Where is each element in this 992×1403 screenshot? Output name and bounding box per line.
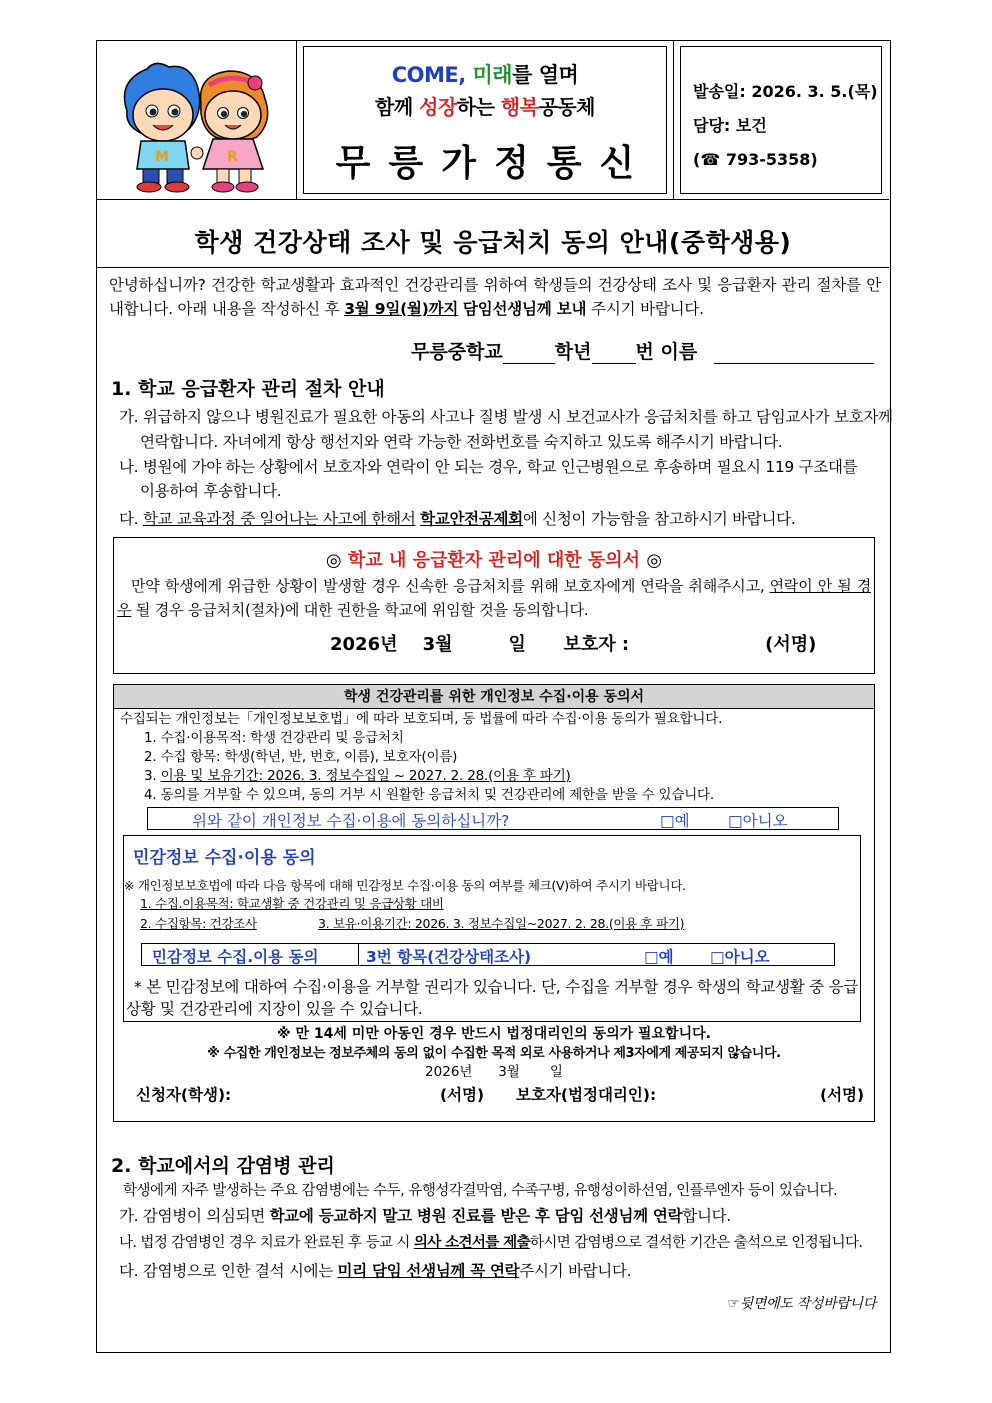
slogan-line-1: COME, 미래를 열며	[391, 63, 579, 87]
privacy-consent-box	[113, 684, 875, 1122]
newsletter-page	[96, 40, 891, 1353]
applicant-signature[interactable]: 신청자(학생):	[136, 1086, 232, 1104]
newsletter-header	[97, 41, 889, 200]
age-notice: ※ 만 14세 미만 아동인 경우 반드시 법정대리인의 동의가 필요합니다.	[277, 1026, 711, 1042]
privacy-yes-checkbox[interactable]: □예	[660, 812, 690, 830]
emergency-consent-body: 만약 학생에게 위급한 상황이 발생할 경우 신속한 응급처치를 위해 보호자에게 연락을 취해주시고, 연락이 안 될 경우 될 경우 응급처치(절차)에 대한 권한을 학교에 위임할 것을 동의합니다.	[117, 577, 871, 619]
sensitive-consent-note: * 본 민감정보에 대하여 수집·이용을 거부할 권리가 있습니다. 단, 수집을 거부할 경우 학생의 학교생활 중 응급상황 및 건강관리에 지장이 있을 수 있습니다.	[126, 978, 858, 1018]
issue-date: 발송일: 2026. 3. 5.(목)	[693, 82, 878, 101]
svg-text:R: R	[227, 149, 238, 165]
section-1-item-a-cont: 연락합니다. 자녀에게 항상 행선지와 연락 가능한 전화번호를 숙지하고 있도록 해주시기 바랍니다.	[140, 433, 783, 451]
section-1-item-a: 가. 위급하지 않으나 병원진료가 필요한 아동의 사고나 질병 발생 시 보건교사가 응급처치를 하고 담임교사가 보호자께	[119, 408, 893, 426]
section-1-item-b: 나. 병원에 가야 하는 상황에서 보호자와 연락이 안 되는 경우, 학교 인근병원으로 후송하며 필요시 119 구조대를	[119, 458, 858, 476]
guardian-signature[interactable]: 보호자(법정대리인):	[516, 1086, 657, 1104]
section-2-item-c: 다. 감염병으로 인한 결석 시에는 미리 담임 선생님께 꼭 연락주시기 바랍니다.	[119, 1262, 632, 1280]
staff-in-charge: 담당: 보건	[693, 116, 767, 135]
sensitive-consent-box	[123, 835, 861, 1022]
sensitive-item-1: 1. 수집.이용목적: 학교생활 중 건강관리 및 응급상황 대비	[140, 896, 444, 911]
grade-blank[interactable]	[503, 344, 555, 364]
slogan-panel	[298, 41, 674, 199]
privacy-consent-question: 위와 같이 개인정보 수집·이용에 동의하십니까? □예 □아니오	[147, 807, 839, 830]
sensitive-consent-heading: 민감정보 수집·이용 동의	[133, 848, 316, 868]
issue-info-panel	[676, 41, 889, 199]
emergency-consent-signature-line[interactable]: 2026년 3월 일 보호자 : (서명)	[330, 634, 817, 655]
intro-paragraph: 안녕하십니까? 건강한 학교생활과 효과적인 건강관리를 위하여 학생들의 건강상태 조사 및 응급환자 관리 절차를 안내합니다. 아래 내용을 작성하신 후 3월 9일(월)까지 담임선생님께 보내 주시기 바랍니다.	[109, 276, 881, 318]
newsletter-title: 무릉가정통신	[335, 143, 653, 184]
applicant-sign-mark: (서명)	[440, 1086, 485, 1104]
continue-on-back-note: ☞뒷면에도 작성바랍니다	[727, 1296, 876, 1312]
guardian-sign-mark: (서명)	[820, 1086, 865, 1104]
application-date: 2026년 3월 일	[425, 1064, 563, 1080]
sensitive-item-2: 2. 수집항목: 건강조사	[140, 916, 257, 931]
sensitive-consent-lead: ※ 개인정보보호법에 따라 다음 항목에 대해 민감정보 수집·이용 동의 여부를 체크(V)하여 주시기 바랍니다.	[124, 878, 686, 893]
privacy-no-checkbox[interactable]: □아니오	[728, 812, 788, 830]
privacy-item-1: 1. 수집·이용목적: 학생 건강관리 및 응급처치	[144, 730, 404, 746]
sensitive-item-3: 3. 보유·이용기간: 2026. 3. 정보수집일~2027. 2. 28.(이용 후 파기)	[318, 916, 685, 931]
use-notice: ※ 수집한 개인정보는 정보주체의 동의 없이 수집한 목적 외로 사용하거나 제3자에게 제공되지 않습니다.	[207, 1046, 781, 1061]
sensitive-consent-question: 민감정보 수집.이용 동의 3번 항목(건강상태조사) □예 □아니오	[141, 943, 835, 966]
privacy-consent-lead: 수집되는 개인정보는「개인정보보호법」에 따라 보호되며, 동 법률에 따라 수집·이용 동의가 필요합니다.	[120, 711, 723, 727]
student-info-line: 무릉중학교 학년 번 이름	[411, 337, 874, 364]
title-divider	[97, 267, 889, 268]
section-1-item-b-cont: 이용하여 후송합니다.	[140, 482, 282, 500]
section-1-heading: 1. 학교 응급환자 관리 절차 안내	[111, 378, 385, 400]
sensitive-no-checkbox[interactable]: □아니오	[710, 948, 770, 966]
privacy-item-4: 4. 동의를 거부할 수 있으며, 동의 거부 시 원활한 응급처치 및 건강관리에 제한을 받을 수 있습니다.	[144, 787, 714, 803]
privacy-consent-heading: 학생 건강관리를 위한 개인정보 수집·이용 동의서	[114, 685, 874, 709]
section-2-item-a: 가. 감염병이 의심되면 학교에 등교하지 말고 병원 진료를 받은 후 담임 선생님께 연락합니다.	[119, 1207, 731, 1225]
privacy-item-2: 2. 수집 항목: 학생(학년, 반, 번호, 이름), 보호자(이름)	[144, 749, 458, 765]
deadline: 3월 9일(월)까지	[344, 300, 459, 318]
section-2-item-b: 나. 법정 감염병인 경우 치료가 완료된 후 등교 시 의사 소견서를 제출하시면 감염병으로 결석한 기간은 출석으로 인정됩니다.	[119, 1235, 863, 1251]
document-title: 학생 건강상태 조사 및 응급처치 동의 안내(중학생용)	[194, 228, 792, 257]
sensitive-yes-checkbox[interactable]: □예	[644, 948, 674, 966]
school-name: 무릉중학교	[411, 341, 503, 363]
slogan-line-2: 함께 성장하는 행복공동체	[375, 95, 595, 119]
emergency-consent-box	[113, 537, 875, 674]
name-blank[interactable]	[714, 344, 874, 364]
section-1-item-c: 다. 학교 교육과정 중 일어나는 사고에 한해서 학교안전공제회에 신청이 가능함을 참고하시기 바랍니다.	[119, 510, 796, 528]
section-2-lead: 학생에게 자주 발생하는 주요 감염병에는 수두, 유행성각결막염, 수족구병, 유행성이하선염, 인플루엔자 등이 있습니다.	[123, 1183, 838, 1199]
class-blank[interactable]	[592, 344, 636, 364]
emergency-consent-title: ◎ 학교 내 응급환자 관리에 대한 동의서 ◎	[325, 550, 663, 571]
privacy-item-3: 3. 이용 및 보유기간: 2026. 3. 정보수집일 ~ 2027. 2. 28.(이용 후 파기)	[144, 768, 571, 784]
mascot-children-icon	[97, 41, 297, 199]
school-mascot-logo	[97, 41, 297, 199]
section-2-heading: 2. 학교에서의 감염병 관리	[111, 1155, 335, 1177]
contact-phone: (☎ 793-5358)	[693, 150, 818, 169]
svg-text:M: M	[155, 149, 169, 165]
